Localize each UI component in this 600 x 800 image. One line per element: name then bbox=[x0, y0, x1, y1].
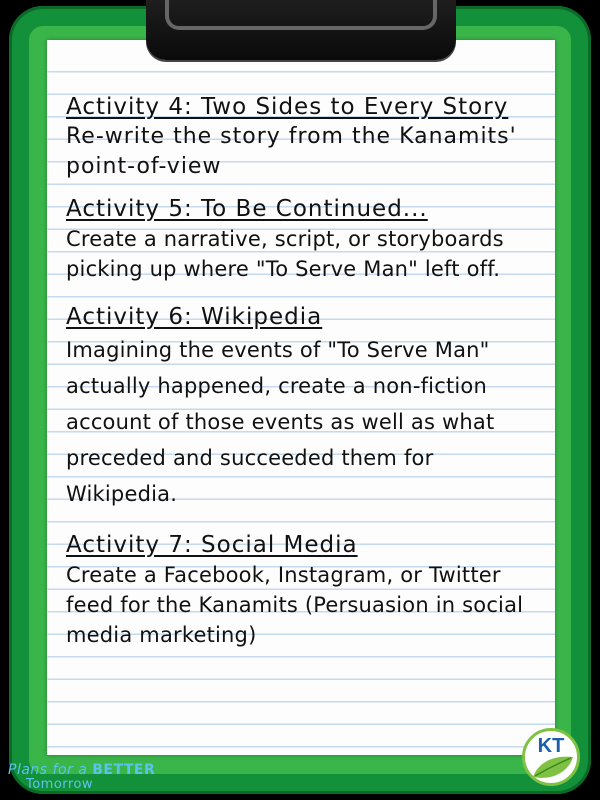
activity-5 bbox=[66, 194, 546, 284]
activity-description: Create a Facebook, Instagram, or Twitter feed for the Kanamits (Persuasion in social media marketing) bbox=[66, 563, 524, 647]
kt-badge-text: KT bbox=[537, 735, 565, 757]
activity-description: Re-write the story from the Kanamits' point-of-view bbox=[66, 124, 517, 179]
clipboard-clip-handle bbox=[165, 0, 437, 30]
logo-line-2: Tomorrow bbox=[26, 777, 94, 792]
activity-list bbox=[66, 92, 546, 662]
activity-title: Activity 7: Social Media bbox=[66, 532, 358, 558]
logo-bold-word: BETTER bbox=[92, 762, 156, 778]
activity-title: Activity 4: Two Sides to Every Story bbox=[66, 94, 509, 120]
kt-badge bbox=[522, 728, 580, 786]
logo-line-1 bbox=[8, 762, 168, 778]
activity-description: Create a narrative, script, or storyboards picking up where "To Serve Man" left off. bbox=[66, 227, 504, 281]
activity-description: Imagining the events of "To Serve Man" actually happened, create a non-fiction account of those events as well as what preceded and succeeded them for Wikipedia. bbox=[66, 338, 495, 506]
activity-4 bbox=[66, 92, 546, 182]
activity-7 bbox=[66, 530, 546, 650]
plans-for-a-better-tomorrow-logo bbox=[8, 762, 168, 796]
logo-prefix: Plans for a bbox=[8, 762, 88, 778]
activity-title: Activity 6: Wikipedia bbox=[66, 304, 323, 330]
activity-title: Activity 5: To Be Continued... bbox=[66, 196, 428, 222]
activity-6 bbox=[66, 302, 546, 512]
